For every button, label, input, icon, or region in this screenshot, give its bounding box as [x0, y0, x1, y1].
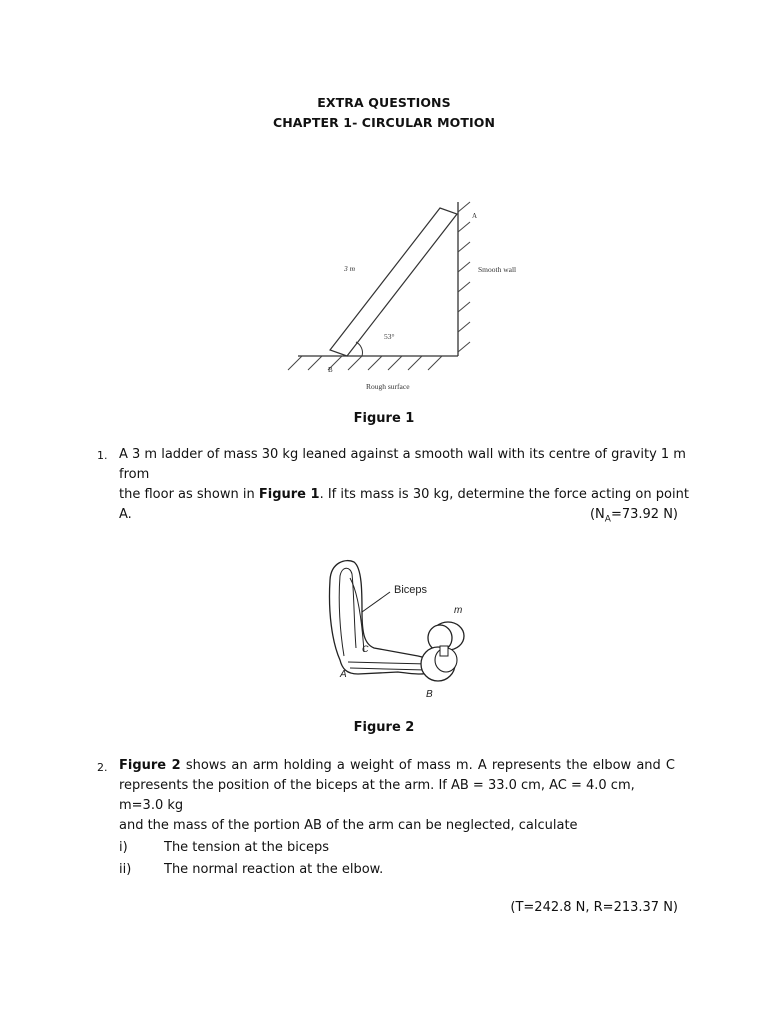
answer-1-subscript: A: [604, 514, 611, 525]
floor-hatching: [288, 356, 442, 370]
question-2-line-1: [119, 756, 675, 776]
dumbbell-handle: [440, 646, 448, 656]
figure-1-ladder-diagram: [280, 182, 536, 394]
question-2-line-2: represents the position of the biceps at the arm. If AB = 33.0 cm, AC = 4.0 cm, m=3.0 kg: [119, 778, 635, 813]
label-angle: 53°: [384, 332, 395, 341]
question-2-number: 2.: [97, 761, 108, 774]
wall-hatching: [458, 202, 470, 352]
figure-2-reference: Figure 2: [119, 758, 181, 773]
biceps-pointer-line: [362, 592, 390, 612]
label-mass: m: [454, 605, 463, 616]
answer-1-start: (N: [589, 507, 605, 522]
part-ii-label: ii): [119, 862, 132, 877]
label-b: B: [328, 366, 333, 374]
question-2-text: [119, 756, 675, 836]
part-i-label: i): [119, 840, 128, 855]
label-c: C: [362, 644, 369, 654]
document-heading: EXTRA QUESTIONS: [317, 95, 451, 110]
label-rough-surface: Rough surface: [366, 382, 410, 391]
part-i-text: The tension at the biceps: [164, 840, 330, 855]
label-a: A: [472, 212, 478, 220]
question-1-line-2-start: the floor as shown in: [119, 487, 259, 502]
question-1-line-2-end: . If its mass is 30 kg, determine the force acting on point A.: [119, 487, 689, 522]
ladder-diagram-svg: [280, 182, 536, 394]
question-1-number: 1.: [97, 449, 108, 462]
label-biceps: Biceps: [394, 584, 428, 596]
question-1-line-1: A 3 m ladder of mass 30 kg leaned against a smooth wall with its centre of gravity 1 m from: [119, 447, 686, 482]
question-2-answer: (T=242.8 N, R=213.37 N): [510, 900, 678, 915]
answer-1-end: =73.92 N): [610, 507, 678, 522]
chapter-heading: CHAPTER 1- CIRCULAR MOTION: [272, 115, 496, 130]
arm-diagram-svg: [318, 552, 486, 704]
figure-2-caption: Figure 2: [353, 720, 415, 735]
question-2-line-1-end: shows an arm holding a weight of mass m. A represents the elbow and C: [180, 758, 675, 773]
part-ii-text: The normal reaction at the elbow.: [164, 862, 384, 877]
figure-2-arm-diagram: [318, 552, 486, 704]
label-smooth-wall: Smooth wall: [478, 265, 517, 274]
question-2-line-3: and the mass of the portion AB of the arm can be neglected, calculate: [119, 818, 578, 833]
label-b-hand: B: [426, 689, 433, 700]
label-a-elbow: A: [340, 669, 347, 680]
figure-1-caption: Figure 1: [353, 411, 415, 426]
figure-1-reference: Figure 1: [258, 487, 320, 502]
question-1-answer: [590, 507, 678, 525]
label-length: 3 m: [344, 264, 356, 273]
arm-outline: [329, 561, 432, 674]
